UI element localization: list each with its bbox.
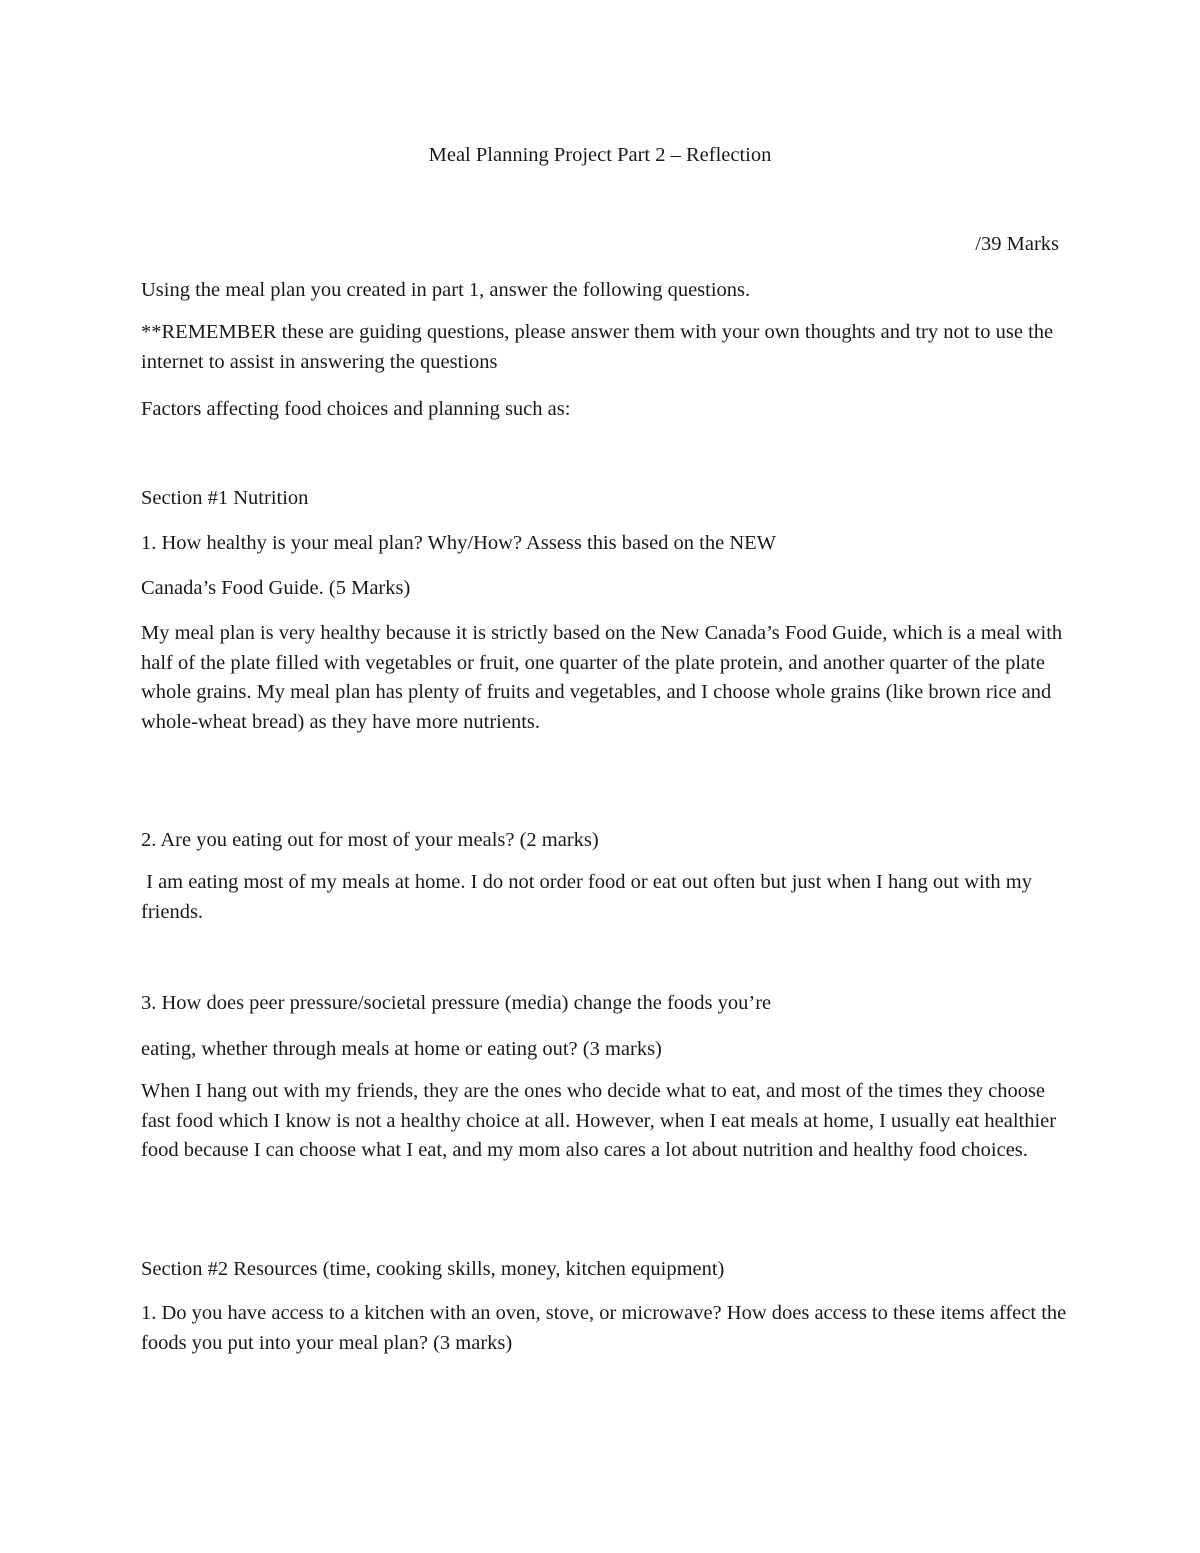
section-1-heading: Section #1 Nutrition bbox=[141, 487, 309, 509]
document-title: Meal Planning Project Part 2 – Reflection bbox=[428, 144, 772, 166]
section-1-question-2: 2. Are you eating out for most of your meals? (2 marks) bbox=[141, 829, 599, 851]
section-2-question-1: 1. Do you have access to a kitchen with an oven, stove, or microwave? How does access to these items affect the foods you put into your meal plan? (3 marks) bbox=[141, 1302, 1067, 1354]
section-2-heading: Section #2 Resources (time, cooking skills, money, kitchen equipment) bbox=[141, 1258, 725, 1280]
factors-text: Factors affecting food choices and planning such as: bbox=[141, 398, 571, 420]
section-1-answer-1: My meal plan is very healthy because it is strictly based on the New Canada’s Food Guide, which is a meal with half of the plate filled with vegetables or fruit, one quarter of the plate protein, and another quarter of the plate whole grains. My meal plan has plenty of fruits and vegetables, and I choose whole grains (like brown rice and whole-wheat bread) as they have more nutrients. bbox=[141, 622, 1063, 733]
section-1-question-3-line-1: 3. How does peer pressure/societal pressure (media) change the foods you’re bbox=[141, 992, 772, 1014]
reminder-text: **REMEMBER these are guiding questions, please answer them with your own thoughts and try not to use the internet to assist in answering the questions bbox=[141, 321, 1054, 373]
section-1-question-1-line-1: 1. How healthy is your meal plan? Why/How? Assess this based on the NEW bbox=[141, 532, 777, 554]
intro-text: Using the meal plan you created in part 1, answer the following questions. bbox=[141, 279, 751, 301]
total-marks: /39 Marks bbox=[975, 233, 1059, 255]
section-1-question-3-line-2: eating, whether through meals at home or eating out? (3 marks) bbox=[141, 1038, 662, 1060]
section-1-answer-2: I am eating most of my meals at home. I do not order food or eat out often but just when I hang out with my friends. bbox=[141, 871, 1038, 923]
section-1-question-1-line-2: Canada’s Food Guide. (5 Marks) bbox=[141, 577, 411, 599]
section-1-answer-3: When I hang out with my friends, they are the ones who decide what to eat, and most of the times they choose fast food which I know is not a healthy choice at all. However, when I eat meals at home, I usually eat healthier food because I can choose what I eat, and my mom also cares a lot about nutrition and healthy food choices. bbox=[141, 1080, 1057, 1161]
